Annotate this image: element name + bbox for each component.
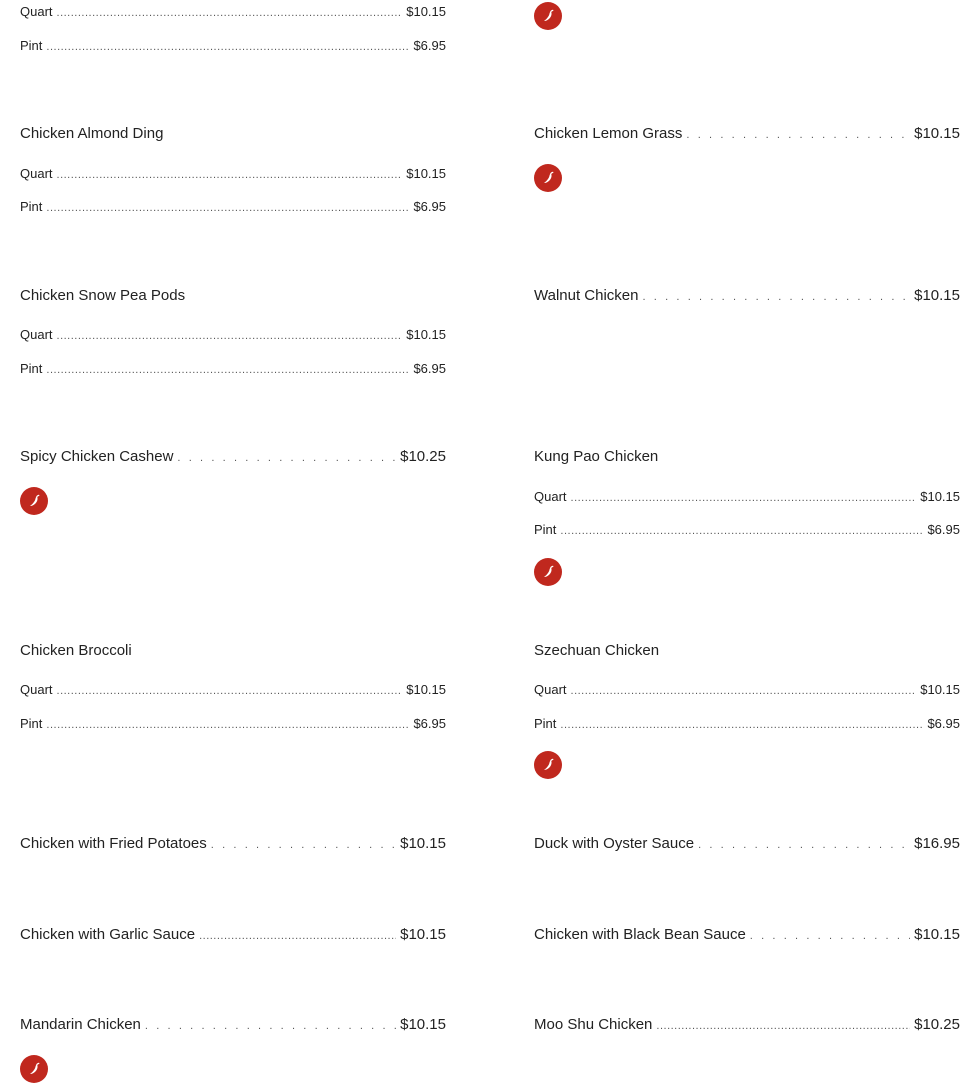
menu-item-name: Chicken with Fried Potatoes <box>20 835 207 852</box>
menu-item-name: Spicy Chicken Cashew <box>20 448 174 465</box>
size-price: $6.95 <box>413 716 446 731</box>
menu-size-row-pint <box>534 522 960 537</box>
size-price: $6.95 <box>413 199 446 214</box>
menu-item-price: $10.25 <box>914 1016 960 1033</box>
menu-size-row-pint <box>20 361 446 376</box>
chili-pepper-icon <box>534 164 562 192</box>
menu-size-row-quart <box>20 682 446 697</box>
menu-item-price: $10.25 <box>400 448 446 465</box>
chili-pepper-icon <box>534 2 562 30</box>
size-label: Quart <box>20 166 53 181</box>
size-label: Pint <box>20 716 43 731</box>
size-label: Pint <box>20 361 43 376</box>
size-price: $6.95 <box>413 38 446 53</box>
menu-item-name: Chicken with Garlic Sauce <box>20 926 196 943</box>
leader-dots <box>145 1020 396 1032</box>
menu-item-row <box>20 835 446 852</box>
leader-dots <box>57 169 403 181</box>
menu-size-row-pint <box>534 716 960 731</box>
leader-dots <box>177 452 396 464</box>
menu-size-row-quart <box>20 166 446 181</box>
menu-size-row-quart <box>534 489 960 504</box>
leader-dots <box>57 685 403 697</box>
size-price: $10.15 <box>406 166 446 181</box>
size-price: $6.95 <box>413 361 446 376</box>
size-price: $6.95 <box>927 522 960 537</box>
chili-pepper-icon <box>534 558 562 586</box>
menu-item-price: $16.95 <box>914 835 960 852</box>
leader-dots <box>211 839 396 851</box>
size-price: $10.15 <box>406 4 446 19</box>
menu-item-name: Duck with Oyster Sauce <box>534 835 695 852</box>
leader-dots <box>698 839 910 851</box>
menu-item-row <box>534 1016 960 1033</box>
leader-dots <box>560 719 923 731</box>
menu-item-row <box>534 287 960 304</box>
menu-item-name: Chicken with Black Bean Sauce <box>534 926 746 943</box>
menu-item-row <box>20 926 446 943</box>
size-label: Quart <box>20 4 53 19</box>
menu-item-name: Chicken Broccoli <box>20 642 132 659</box>
menu-item-price: $10.15 <box>400 835 446 852</box>
menu-item-name: Chicken Snow Pea Pods <box>20 287 186 304</box>
size-label: Quart <box>534 682 567 697</box>
leader-dots <box>57 330 403 342</box>
menu-size-row-quart <box>20 4 446 19</box>
menu-item-row <box>534 926 960 943</box>
leader-dots <box>46 41 409 53</box>
leader-dots <box>560 525 923 537</box>
menu-item-name: Szechuan Chicken <box>534 642 660 659</box>
size-label: Quart <box>20 327 53 342</box>
menu-item-price: $10.15 <box>400 926 446 943</box>
menu-item-name: Moo Shu Chicken <box>534 1016 653 1033</box>
menu-size-row-quart <box>20 327 446 342</box>
leader-dots <box>643 291 911 303</box>
size-price: $10.15 <box>406 682 446 697</box>
leader-dots <box>571 685 917 697</box>
menu-item-name: Mandarin Chicken <box>20 1016 141 1033</box>
leader-dots <box>57 7 403 19</box>
menu-item-name: Chicken Almond Ding <box>20 125 164 142</box>
menu-item-price: $10.15 <box>914 287 960 304</box>
menu-size-row-pint <box>20 199 446 214</box>
menu-item-row <box>20 448 446 465</box>
size-label: Pint <box>534 522 557 537</box>
leader-dots <box>46 719 409 731</box>
size-price: $10.15 <box>920 682 960 697</box>
leader-dots <box>46 364 409 376</box>
size-label: Quart <box>20 682 53 697</box>
size-price: $6.95 <box>927 716 960 731</box>
leader-dots <box>656 1020 910 1032</box>
size-label: Pint <box>534 716 557 731</box>
menu-item-row <box>20 1016 446 1033</box>
menu-item-price: $10.15 <box>914 125 960 142</box>
leader-dots <box>686 129 910 141</box>
size-label: Quart <box>534 489 567 504</box>
menu-item-row <box>534 125 960 142</box>
leader-dots <box>46 202 409 214</box>
size-price: $10.15 <box>406 327 446 342</box>
menu-item-name: Kung Pao Chicken <box>534 448 659 465</box>
menu-item-name: Walnut Chicken <box>534 287 639 304</box>
leader-dots <box>571 492 917 504</box>
menu-size-row-pint <box>20 38 446 53</box>
menu-item-price: $10.15 <box>914 926 960 943</box>
chili-pepper-icon <box>534 751 562 779</box>
size-label: Pint <box>20 199 43 214</box>
size-label: Pint <box>20 38 43 53</box>
menu-size-row-pint <box>20 716 446 731</box>
menu-item-price: $10.15 <box>400 1016 446 1033</box>
menu-item-name: Chicken Lemon Grass <box>534 125 683 142</box>
menu-size-row-quart <box>534 682 960 697</box>
leader-dots <box>199 930 396 942</box>
size-price: $10.15 <box>920 489 960 504</box>
leader-dots <box>750 930 910 942</box>
chili-pepper-icon <box>20 1055 48 1083</box>
chili-pepper-icon <box>20 487 48 515</box>
menu-item-row <box>534 835 960 852</box>
